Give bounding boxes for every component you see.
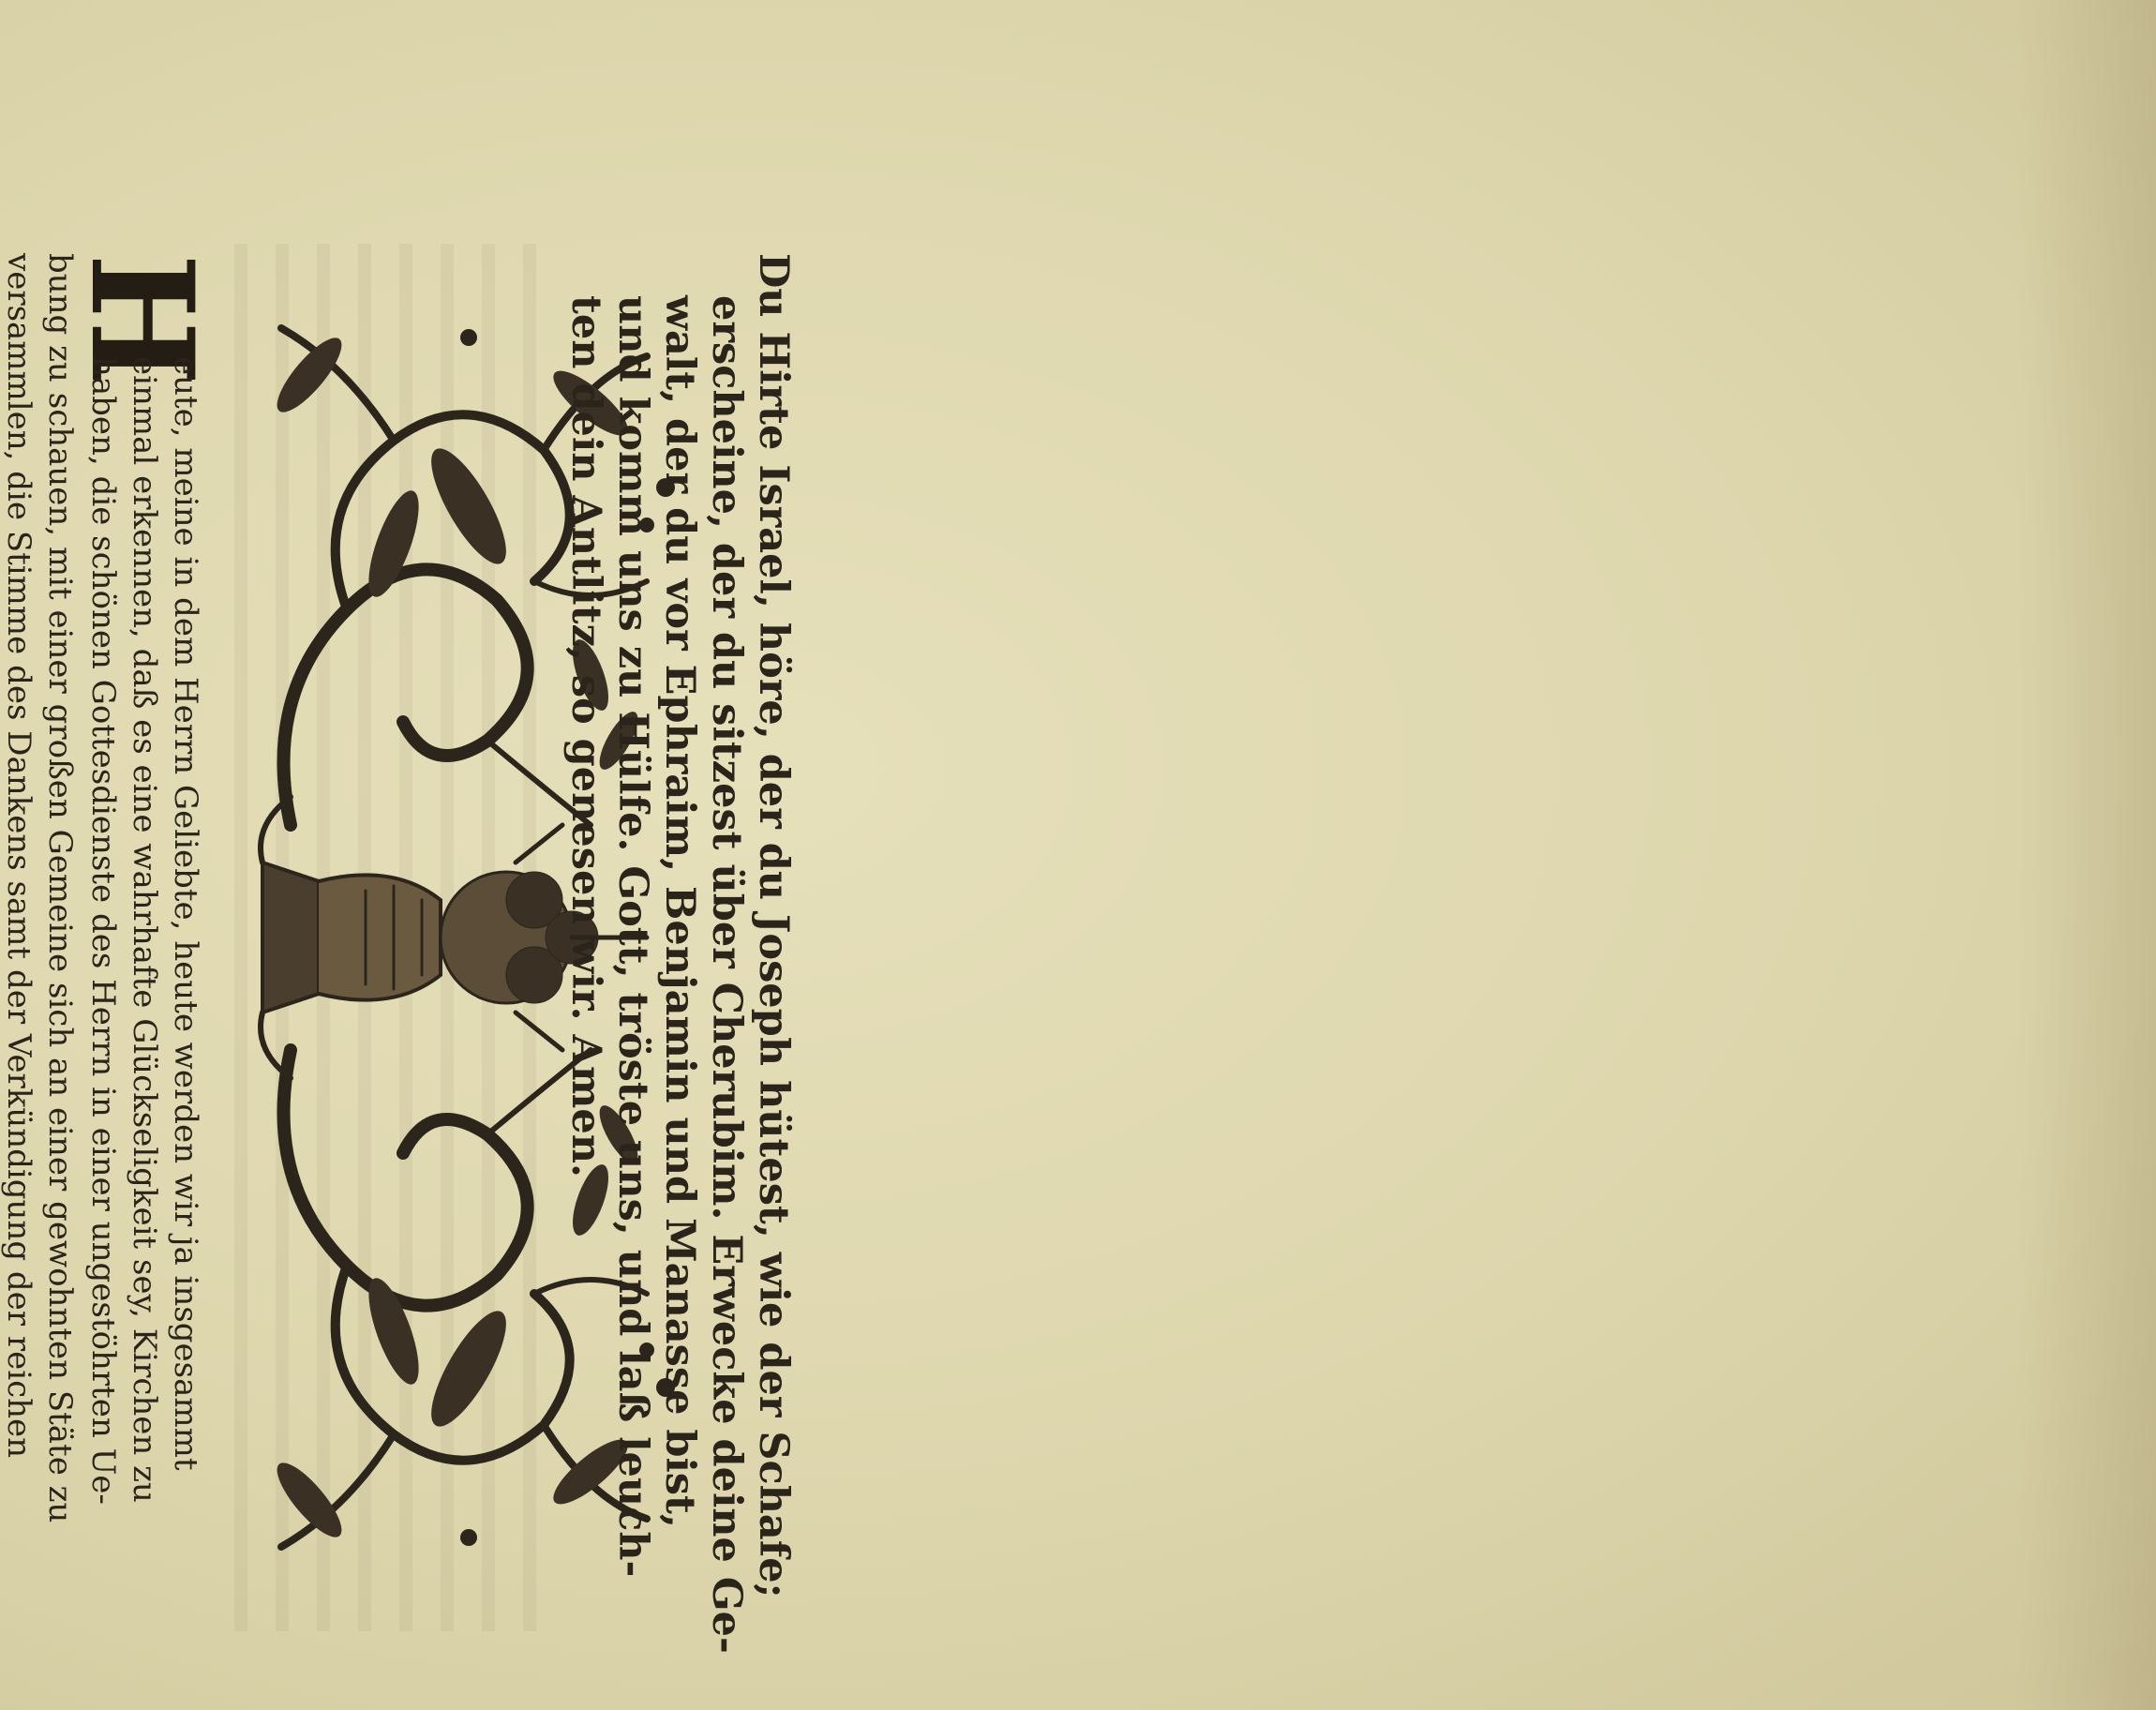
- sermon-line: eute, meine in dem Herrn Geliebte, heute werden wir ja insgesammt: [167, 356, 204, 1471]
- prayer-line: ten dein Antlitz, so genesen wir. Amen.: [562, 295, 609, 1178]
- sermon-text: [0, 253, 224, 1603]
- sermon-line: haben, die schönen Gottesdienste des Herrn in einer ungestöhrten Ue-: [84, 356, 122, 1505]
- sermon-line: bung zu schauen, mit einer großen Gemeine sich an einer gewohnten Stäte zu: [41, 253, 79, 1523]
- prayer-line: erscheine, der du sitzest über Cherubim. Erwecke deine Ge-: [703, 295, 750, 1654]
- sermon-line: versammlen, die Stimme des Dankens samt der Verkündigung der reichen: [0, 253, 37, 1459]
- drop-cap: H: [59, 253, 224, 386]
- prayer-text: [516, 253, 797, 1654]
- rotated-page: [0, 178, 2015, 1654]
- prayer-line: Du Hirte Israel, höre, der du Joseph hütest, wie der Schafe;: [750, 253, 797, 1598]
- page-edge-shadow: [2015, 0, 2156, 1710]
- sermon-line: einmal erkennen, daß es eine wahrhafte Glückseligkeit sey, Kirchen zu: [126, 356, 163, 1503]
- prayer-line: walt, der du vor Ephraim, Benjamin und Manasse bist,: [656, 295, 703, 1528]
- prayer-line: und komm uns zu Hülfe. Gott, tröste uns, und laß leuch-: [609, 295, 656, 1578]
